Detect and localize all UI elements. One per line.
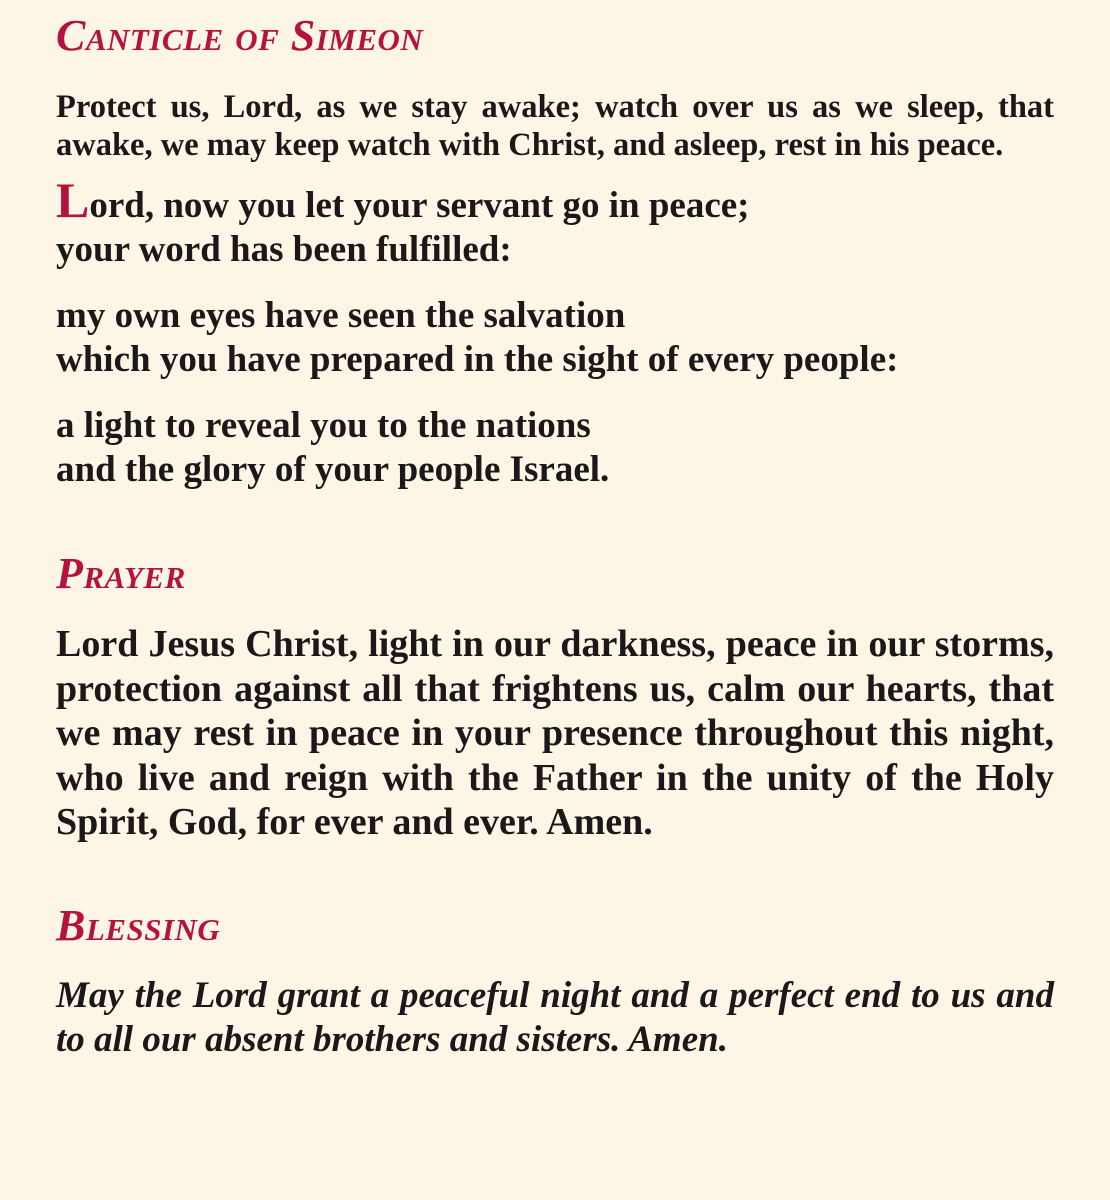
stanza-1-line-1: Lord, now you let your servant go in peace; [56,172,750,228]
stanza-3-line-1: a light to reveal you to the nations [56,405,591,446]
canticle-section [56,12,1054,492]
prayer-heading: Prayer [56,549,186,598]
canticle-verses [56,172,1054,492]
canticle-heading: Canticle of Simeon [56,11,424,60]
stanza-2-line-2: which you have prepared in the sight of every people: [56,339,899,380]
prayer-section [56,550,1054,845]
stanza-2 [56,294,1054,382]
antiphon-text: Protect us, Lord, as we stay awake; watch over us as we sleep, that awake, we may keep watch with Christ, and asleep, rest in his peace. [56,89,1054,163]
drop-cap: L [56,172,90,228]
stanza-3 [56,404,1054,492]
blessing-section [56,902,1054,1062]
stanza-2-line-1: my own eyes have seen the salvation [56,295,626,336]
stanza-1-line-2: your word has been fulfilled: [56,229,512,270]
blessing-text: May the Lord grant a peaceful night and a perfect end to us and to all our absent brothers and sisters. Amen. [56,974,1054,1060]
blessing-heading: Blessing [56,900,221,950]
prayer-text: Lord Jesus Christ, light in our darkness, peace in our storms, protection against all that frightens us, calm our hearts, that we may rest in peace in your presence throughout this night, who live and reign with the Father in the unity of the Holy Spirit, God, for ever and ever. Amen. [56,623,1054,843]
stanza-1 [56,172,1054,272]
stanza-3-line-2: and the glory of your people Israel. [56,449,610,490]
